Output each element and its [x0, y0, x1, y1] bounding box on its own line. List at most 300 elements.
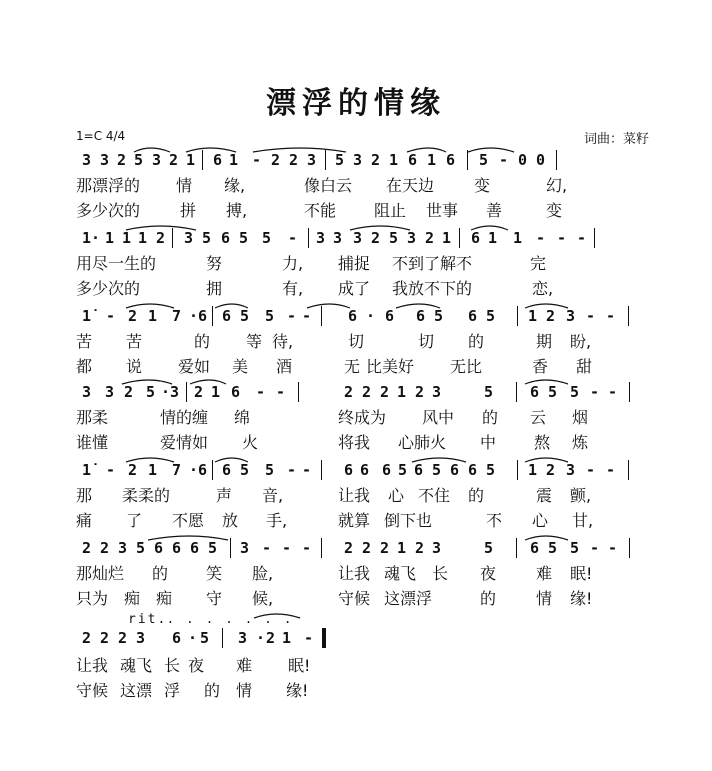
- note: 1·: [82, 229, 101, 247]
- note: 3: [184, 229, 194, 247]
- lyric-word: 不愿: [172, 511, 205, 530]
- lyric-word: 守: [206, 589, 223, 608]
- barline: [321, 460, 322, 480]
- lyric-word: 都: [76, 357, 93, 376]
- note: 6: [360, 461, 370, 479]
- lyric-word: 浮: [164, 681, 181, 700]
- note: 6: [344, 461, 354, 479]
- lyric-word: 的: [468, 332, 485, 351]
- note: 3: [105, 383, 115, 401]
- note: -: [499, 151, 509, 169]
- note: 3: [82, 383, 92, 401]
- barline: [517, 306, 518, 326]
- note: 1̇: [82, 461, 92, 479]
- barline: [321, 538, 322, 558]
- note: 1: [397, 383, 407, 401]
- barline: [186, 382, 187, 402]
- lyric-word: 长: [164, 656, 181, 675]
- note: 3: [333, 229, 343, 247]
- key-signature: 1=C 4/4: [76, 129, 126, 143]
- note: 2: [371, 151, 381, 169]
- barline: [321, 306, 322, 326]
- note: 7: [172, 461, 182, 479]
- barline: [222, 628, 223, 648]
- lyric-word: 无: [344, 357, 361, 376]
- note: 1: [528, 461, 538, 479]
- lyric-word: 多少次的: [76, 279, 141, 298]
- lyric-word: 这漂浮: [384, 589, 433, 608]
- note: -: [252, 151, 262, 169]
- note: 1: [148, 461, 158, 479]
- note: 5: [389, 229, 399, 247]
- note: 3: [407, 229, 417, 247]
- lyric-word: 多少次的: [76, 201, 141, 220]
- lyric-word: 那漂浮的: [76, 176, 141, 195]
- lyric-word: 让我: [338, 564, 371, 583]
- lyric-word: 震: [536, 486, 553, 505]
- note: 3: [432, 383, 442, 401]
- note: 2: [546, 461, 556, 479]
- lyric-word: 烟: [572, 408, 589, 427]
- note: 5: [240, 461, 250, 479]
- note: 2: [100, 629, 110, 647]
- note: 6: [530, 539, 540, 557]
- note: 2: [380, 539, 390, 557]
- note: -: [606, 461, 616, 479]
- lyric-word: 将我: [338, 433, 371, 452]
- lyric-word: 颤,: [570, 486, 592, 505]
- note: 3: [238, 629, 248, 647]
- note: -: [302, 461, 312, 479]
- lyric-word: 谁懂: [76, 433, 109, 452]
- note: 1: [105, 229, 115, 247]
- lyric-word: 搏,: [226, 201, 248, 220]
- barline: [202, 150, 203, 170]
- lyric-word: 云: [530, 408, 547, 427]
- lyric-word: 难: [236, 656, 253, 675]
- note: ·6: [189, 461, 208, 479]
- note: 1: [427, 151, 437, 169]
- lyric-word: 切: [348, 332, 365, 351]
- lyric-verse-1: [76, 331, 656, 353]
- lyric-word: 拼: [180, 201, 197, 220]
- lyric-word: 等: [246, 332, 263, 351]
- note: 5: [479, 151, 489, 169]
- note: 0: [536, 151, 546, 169]
- note: 2: [118, 629, 128, 647]
- note: ·: [366, 307, 376, 325]
- note: -: [586, 461, 596, 479]
- note: -: [590, 539, 600, 557]
- lyric-word: 恋,: [532, 279, 554, 298]
- note: 2: [362, 539, 372, 557]
- note: 2: [546, 307, 556, 325]
- note: 2: [380, 383, 390, 401]
- note: -: [608, 383, 618, 401]
- final-barline: [322, 628, 326, 648]
- note: 1: [211, 383, 221, 401]
- lyric-word: 终成为: [338, 408, 387, 427]
- note: 2: [289, 151, 299, 169]
- note: 0: [518, 151, 528, 169]
- note: 5: [398, 461, 408, 479]
- lyric-word: 变: [546, 201, 563, 220]
- lyric-word: 眠!: [570, 564, 593, 583]
- lyric-word: 这漂: [120, 681, 153, 700]
- note: 2: [415, 539, 425, 557]
- lyric-word: 说: [126, 357, 143, 376]
- note: 3: [566, 307, 576, 325]
- note: -: [287, 461, 297, 479]
- note: 5: [146, 383, 156, 401]
- lyric-word: 绵: [234, 408, 251, 427]
- lyric-word: 长: [432, 564, 449, 583]
- note: -: [302, 539, 312, 557]
- note: 2: [362, 383, 372, 401]
- barline: [628, 306, 629, 326]
- note: 6: [446, 151, 456, 169]
- note: 3: [566, 461, 576, 479]
- note: 5: [265, 461, 275, 479]
- barline: [308, 228, 309, 248]
- lyric-word: 幻,: [546, 176, 568, 195]
- lyric-word: 盼,: [570, 332, 592, 351]
- lyric-word: 的: [194, 332, 211, 351]
- lyric-word: 苦: [126, 332, 143, 351]
- lyric-word: 柔柔的: [122, 486, 171, 505]
- lyric-word: 成了: [338, 279, 371, 298]
- notation-row: [76, 150, 656, 170]
- notation-row: [76, 306, 656, 326]
- lyric-word: 守候: [338, 589, 371, 608]
- note: -: [586, 307, 596, 325]
- barline: [172, 228, 173, 248]
- note: 2: [194, 383, 204, 401]
- note: 1: [389, 151, 399, 169]
- note: 2: [124, 383, 134, 401]
- lyric-word: 的: [204, 681, 221, 700]
- note: 5: [486, 307, 496, 325]
- note: 5: [239, 229, 249, 247]
- lyric-word: 痛: [76, 511, 93, 530]
- lyric-word: 火: [242, 433, 259, 452]
- note: 6: [213, 151, 223, 169]
- lyric-word: 不能: [304, 201, 337, 220]
- note: 3: [353, 229, 363, 247]
- lyric-word: 炼: [572, 433, 589, 452]
- note: ·: [256, 629, 266, 647]
- note: 2: [425, 229, 435, 247]
- note: 5: [484, 539, 494, 557]
- lyric-word: 的: [480, 589, 497, 608]
- note: 1: [528, 307, 538, 325]
- note: 6: [468, 307, 478, 325]
- note: 2: [344, 539, 354, 557]
- note: 6: [471, 229, 481, 247]
- note: ·: [188, 629, 198, 647]
- note: -: [606, 307, 616, 325]
- barline: [467, 150, 468, 170]
- lyric-word: 缘!: [570, 589, 593, 608]
- lyric-word: 变: [474, 176, 491, 195]
- lyric-word: 脸,: [252, 564, 274, 583]
- lyric-word: 努: [206, 254, 223, 273]
- note: 5: [434, 307, 444, 325]
- lyric-word: 痴: [124, 589, 141, 608]
- note: 6: [231, 383, 241, 401]
- note: 6: [530, 383, 540, 401]
- lyric-word: 的: [152, 564, 169, 583]
- note: 2: [169, 151, 179, 169]
- note: 1̇: [82, 307, 92, 325]
- barline: [517, 460, 518, 480]
- barline: [556, 150, 557, 170]
- lyric-verse-2: [76, 510, 656, 532]
- note: 6: [172, 629, 182, 647]
- lyric-word: 情: [236, 681, 253, 700]
- note: -: [536, 229, 546, 247]
- note: 6: [382, 461, 392, 479]
- lyric-word: 完: [530, 254, 547, 273]
- note: 5: [202, 229, 212, 247]
- lyric-word: 不住: [418, 486, 451, 505]
- rit-dots: . . . . . . .: [168, 609, 295, 627]
- barline: [325, 150, 326, 170]
- note: -: [557, 229, 567, 247]
- note: 6: [221, 229, 231, 247]
- lyric-verse-2: [76, 680, 656, 702]
- note: 3: [240, 539, 250, 557]
- credits: 词曲：菜籽: [584, 132, 650, 147]
- note: 5: [548, 383, 558, 401]
- barline: [230, 538, 231, 558]
- note: 5: [335, 151, 345, 169]
- lyric-word: 苦: [76, 332, 93, 351]
- lyric-word: 比美好: [366, 357, 415, 376]
- lyric-verse-1: [76, 655, 656, 677]
- note: 5: [570, 539, 580, 557]
- note: 1: [138, 229, 148, 247]
- barline: [628, 460, 629, 480]
- lyric-word: 用尽一生的: [76, 254, 157, 273]
- lyric-word: 放: [222, 511, 239, 530]
- barline: [516, 382, 517, 402]
- notation-row: [76, 228, 656, 248]
- note: 2: [117, 151, 127, 169]
- note: 5: [262, 229, 272, 247]
- lyric-word: 期: [536, 332, 553, 351]
- note: 5: [208, 539, 218, 557]
- note: 7: [172, 307, 182, 325]
- note: -: [590, 383, 600, 401]
- note: 1: [513, 229, 523, 247]
- lyric-word: 风中: [422, 408, 455, 427]
- note: 5: [134, 151, 144, 169]
- lyric-word: 香: [532, 357, 549, 376]
- lyric-verse-2: [76, 432, 656, 454]
- note: 5: [486, 461, 496, 479]
- barline: [212, 460, 213, 480]
- lyric-word: 了: [126, 511, 143, 530]
- lyric-verse-1: [76, 563, 656, 585]
- note: -: [106, 461, 116, 479]
- note: 5: [200, 629, 210, 647]
- note: -: [282, 539, 292, 557]
- note: 6: [408, 151, 418, 169]
- lyric-word: 那灿烂: [76, 564, 125, 583]
- note: -: [256, 383, 266, 401]
- lyric-word: 候,: [252, 589, 274, 608]
- lyric-word: 痴: [156, 589, 173, 608]
- notation-row: [76, 460, 656, 480]
- lyric-word: 那: [76, 486, 93, 505]
- lyric-word: 心: [532, 511, 549, 530]
- lyric-word: 音,: [262, 486, 284, 505]
- note: 6: [450, 461, 460, 479]
- lyric-word: 捕捉: [338, 254, 371, 273]
- note: 1: [488, 229, 498, 247]
- barline: [629, 382, 630, 402]
- note: 3: [118, 539, 128, 557]
- lyric-word: 缘!: [286, 681, 309, 700]
- note: 6: [348, 307, 358, 325]
- note: 6: [190, 539, 200, 557]
- note: 5: [484, 383, 494, 401]
- note: 1: [282, 629, 292, 647]
- note: 3: [353, 151, 363, 169]
- lyric-word: 力,: [282, 254, 304, 273]
- note: 3: [136, 629, 146, 647]
- note: 2: [344, 383, 354, 401]
- note: 6: [385, 307, 395, 325]
- lyric-verse-2: [76, 588, 656, 610]
- lyric-word: 有,: [282, 279, 304, 298]
- note: 3: [152, 151, 162, 169]
- lyric-verse-1: [76, 253, 656, 275]
- note: 1: [186, 151, 196, 169]
- lyric-verse-1: [76, 175, 656, 197]
- note: 1: [122, 229, 132, 247]
- barline: [212, 306, 213, 326]
- note: 3: [316, 229, 326, 247]
- note: -: [287, 307, 297, 325]
- lyric-word: 像白云: [304, 176, 353, 195]
- lyric-word: 夜: [480, 564, 497, 583]
- rit-marking: rit.: [128, 612, 168, 627]
- lyric-word: 魂飞: [120, 656, 153, 675]
- lyric-word: 让我: [76, 656, 109, 675]
- lyric-word: 笑: [206, 564, 223, 583]
- note: 5: [240, 307, 250, 325]
- note: 1: [229, 151, 239, 169]
- note: 2: [156, 229, 166, 247]
- lyric-word: 世事: [426, 201, 459, 220]
- note: ·3: [161, 383, 180, 401]
- lyric-word: 爱如: [178, 357, 211, 376]
- note: 2: [100, 539, 110, 557]
- lyric-word: 酒: [276, 357, 293, 376]
- lyric-word: 情的缠: [160, 408, 209, 427]
- note: -: [608, 539, 618, 557]
- lyric-word: 无比: [450, 357, 483, 376]
- note: 3: [307, 151, 317, 169]
- barline: [594, 228, 595, 248]
- lyric-verse-1: [76, 407, 656, 429]
- lyric-verse-1: [76, 485, 656, 507]
- notation-row: [76, 382, 656, 402]
- lyric-word: 在天边: [386, 176, 435, 195]
- lyric-word: 缘,: [224, 176, 246, 195]
- note: 6: [222, 307, 232, 325]
- lyric-word: 心肺火: [398, 433, 447, 452]
- song-title: 漂浮的情缘: [266, 86, 446, 121]
- note: 5: [548, 539, 558, 557]
- note: 2: [128, 307, 138, 325]
- note: 3: [82, 151, 92, 169]
- notation-row: [76, 538, 656, 558]
- lyric-word: 倒下也: [384, 511, 433, 530]
- lyric-word: 我放不下的: [392, 279, 473, 298]
- lyric-word: 只为: [76, 589, 109, 608]
- lyric-word: 难: [536, 564, 553, 583]
- lyric-word: 手,: [266, 511, 288, 530]
- note: 6: [468, 461, 478, 479]
- note: 2: [128, 461, 138, 479]
- note: ·6: [189, 307, 208, 325]
- barline: [516, 538, 517, 558]
- lyric-word: 情: [536, 589, 553, 608]
- lyric-word: 声: [216, 486, 233, 505]
- note: 2: [415, 383, 425, 401]
- note: 6: [154, 539, 164, 557]
- note: 5: [265, 307, 275, 325]
- note: 5: [570, 383, 580, 401]
- note: 6: [172, 539, 182, 557]
- lyric-word: 就算: [338, 511, 371, 530]
- note: 5: [136, 539, 146, 557]
- note: -: [262, 539, 272, 557]
- note: 1: [148, 307, 158, 325]
- lyric-word: 心: [388, 486, 405, 505]
- note: -: [106, 307, 116, 325]
- note: 2: [266, 629, 276, 647]
- lyric-verse-2: [76, 356, 656, 378]
- note: -: [276, 383, 286, 401]
- lyric-word: 切: [418, 332, 435, 351]
- lyric-word: 眠!: [288, 656, 311, 675]
- lyric-word: 不到了解不: [392, 254, 473, 273]
- note: 5: [432, 461, 442, 479]
- note: 6: [414, 461, 424, 479]
- note: 6: [416, 307, 426, 325]
- lyric-word: 待,: [272, 332, 294, 351]
- lyric-word: 甘,: [572, 511, 594, 530]
- lyric-word: 熬: [534, 433, 551, 452]
- barline: [459, 228, 460, 248]
- lyric-verse-2: [76, 278, 656, 300]
- barline: [629, 538, 630, 558]
- lyric-word: 拥: [206, 279, 223, 298]
- note: 2: [271, 151, 281, 169]
- lyric-word: 爱情如: [160, 433, 209, 452]
- note: -: [577, 229, 587, 247]
- note: 3: [432, 539, 442, 557]
- note: 2: [82, 539, 92, 557]
- lyric-word: 让我: [338, 486, 371, 505]
- note: 1: [442, 229, 452, 247]
- lyric-word: 那柔: [76, 408, 109, 427]
- lyric-word: 的: [482, 408, 499, 427]
